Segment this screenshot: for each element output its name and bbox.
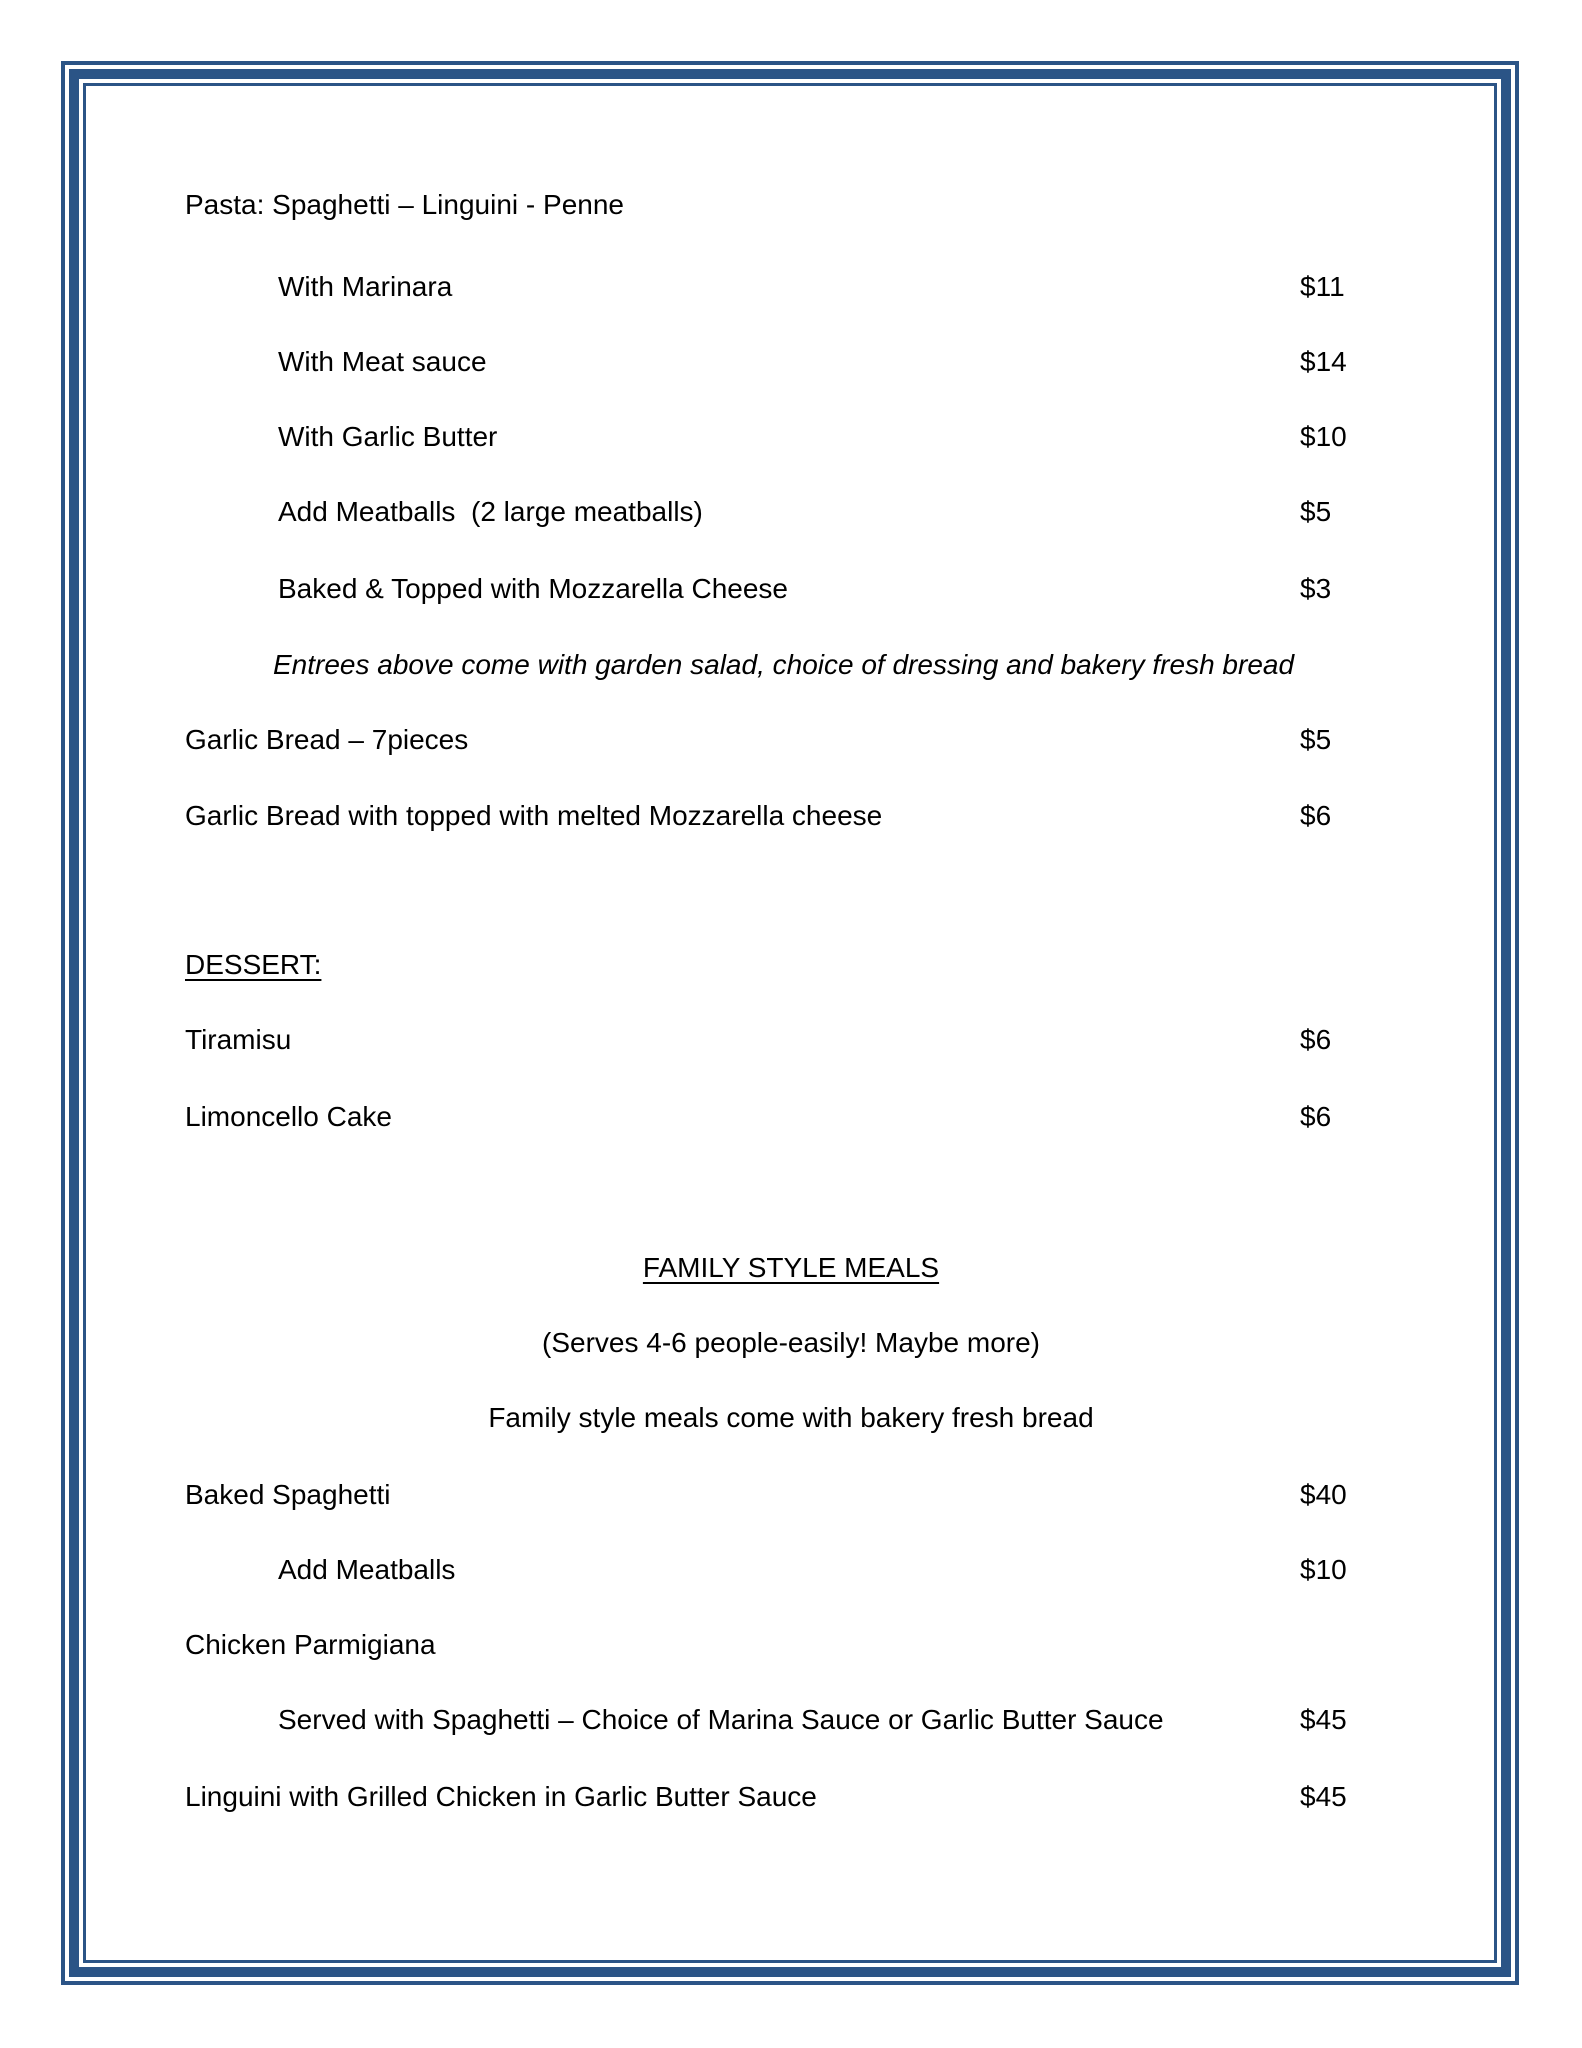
- item-add-meatballs: Add Meatballs (2 large meatballs): [278, 496, 703, 527]
- item-with-marinara: With Marinara: [278, 271, 453, 302]
- price-baked-spaghetti: $40: [1300, 1479, 1347, 1510]
- family-section-header: [0, 1251, 1582, 1285]
- family-section-note: Family style meals come with bakery fresh bread: [488, 1402, 1094, 1433]
- price-family-add-meatballs: $10: [1300, 1554, 1347, 1585]
- item-garlic-bread: Garlic Bread – 7pieces: [185, 724, 469, 755]
- item-linguini-grilled-chicken: Linguini with Grilled Chicken in Garlic Butter Sauce: [185, 1781, 817, 1812]
- item-limoncello-cake: Limoncello Cake: [185, 1101, 392, 1132]
- price-garlic-bread-mozzarella: $6: [1300, 800, 1332, 831]
- item-baked-topped-mozzarella: Baked & Topped with Mozzarella Cheese: [278, 573, 789, 604]
- price-linguini-grilled-chicken: $45: [1300, 1781, 1347, 1812]
- family-section-subtitle: (Serves 4-6 people-easily! Maybe more): [542, 1327, 1040, 1358]
- family-section-header-text: FAMILY STYLE MEALS: [642, 1252, 940, 1283]
- price-baked-topped-mozzarella: $3: [1300, 573, 1332, 604]
- item-served-with-spaghetti: Served with Spaghetti – Choice of Marina Sauce or Garlic Butter Sauce: [278, 1704, 1164, 1735]
- entrees-note: Entrees above come with garden salad, choice of dressing and bakery fresh bread: [273, 649, 1295, 680]
- item-baked-spaghetti: Baked Spaghetti: [185, 1479, 391, 1510]
- item-tiramisu: Tiramisu: [185, 1024, 292, 1055]
- price-tiramisu: $6: [1300, 1024, 1332, 1055]
- dessert-section-header: DESSERT:: [185, 949, 322, 980]
- price-with-meat-sauce: $14: [1300, 346, 1347, 377]
- price-limoncello-cake: $6: [1300, 1101, 1332, 1132]
- price-with-marinara: $11: [1300, 271, 1345, 302]
- price-served-with-spaghetti: $45: [1300, 1704, 1347, 1735]
- price-garlic-bread: $5: [1300, 724, 1332, 755]
- item-with-garlic-butter: With Garlic Butter: [278, 421, 498, 452]
- item-family-add-meatballs: Add Meatballs: [278, 1554, 456, 1585]
- price-with-garlic-butter: $10: [1300, 421, 1347, 452]
- pasta-section-header: Pasta: Spaghetti – Linguini - Penne: [185, 189, 624, 220]
- item-garlic-bread-mozzarella: Garlic Bread with topped with melted Mozzarella cheese: [185, 800, 883, 831]
- price-add-meatballs: $5: [1300, 496, 1332, 527]
- item-chicken-parmigiana: Chicken Parmigiana: [185, 1629, 436, 1660]
- item-with-meat-sauce: With Meat sauce: [278, 346, 487, 377]
